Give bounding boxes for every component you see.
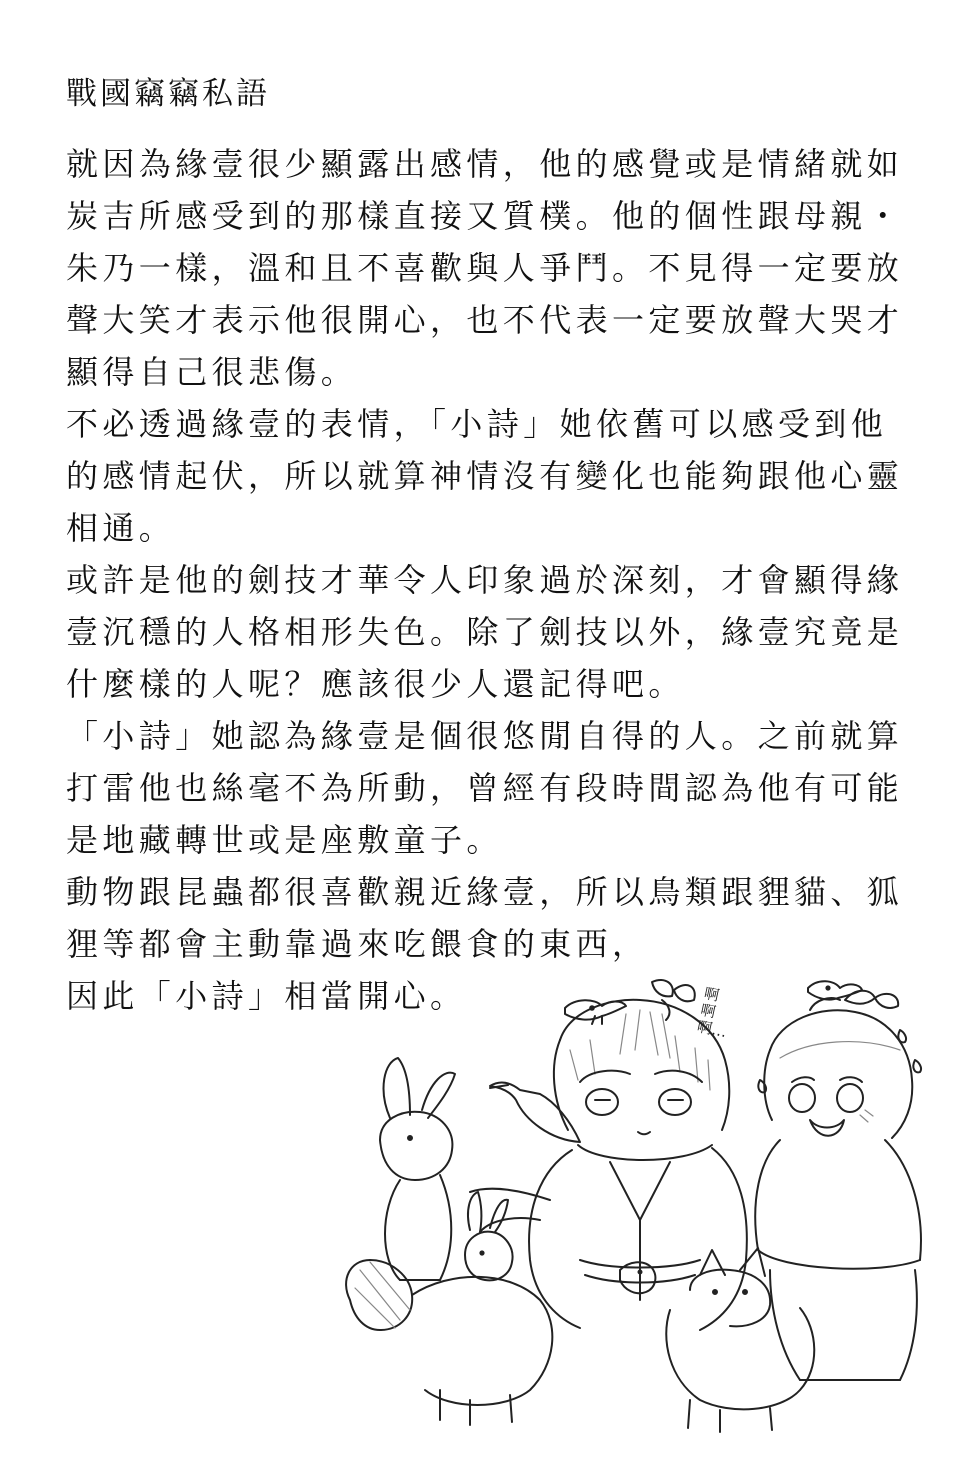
- text-line: 壹沉穩的人格相形失色。除了劍技以外，緣壹究竟是: [66, 613, 904, 651]
- crow-icon: [490, 1083, 580, 1142]
- text-line: 不必透過緣壹的表情，「小詩」她依舊可以感受到他: [66, 405, 888, 443]
- text-line: 狸等都會主動靠過來吃餵食的東西，: [66, 925, 649, 963]
- rabbit-icon: [465, 1192, 513, 1280]
- bird-icon: [808, 981, 862, 999]
- text-line: 就因為緣壹很少顯露出感情，他的感覺或是情緒就如: [66, 145, 904, 183]
- illustration-sketch: [340, 970, 940, 1440]
- text-line: 顯得自己很悲傷。: [66, 353, 358, 391]
- text-line: 是地藏轉世或是座敷童子。: [66, 821, 503, 859]
- rabbit-icon: [380, 1058, 455, 1280]
- sweat-drop-icon: [758, 1030, 921, 1092]
- tanuki-icon: [346, 1260, 552, 1425]
- boy-figure: [470, 1000, 747, 1330]
- text-line: 朱乃一樣，溫和且不喜歡與人爭鬥。不見得一定要放: [66, 249, 904, 287]
- text-line: 因此「小詩」相當開心。: [66, 977, 467, 1015]
- text-line: 聲大笑才表示他很開心，也不代表一定要放聲大哭才: [66, 301, 904, 339]
- footer-watermark: [280, 1459, 700, 1467]
- text-line: 動物跟昆蟲都很喜歡親近緣壹，所以鳥類跟貍貓、狐: [66, 873, 904, 911]
- text-line: 「小詩」她認為緣壹是個很悠閒自得的人。之前就算: [66, 717, 904, 755]
- page-title: 戰國竊竊私語: [66, 76, 270, 112]
- sketch-drawing: [340, 970, 940, 1440]
- text-line: 打雷他也絲毫不為所動，曾經有段時間認為他有可能: [66, 769, 904, 807]
- text-line: 什麼樣的人呢？應該很少人還記得吧。: [66, 665, 685, 703]
- text-line: 或許是他的劍技才華令人印象過於深刻，才會顯得緣: [66, 561, 904, 599]
- body-text: [66, 138, 926, 1022]
- fox-icon: [666, 1248, 814, 1432]
- text-line: 炭吉所感受到的那樣直接又質樸。他的個性跟母親・: [66, 197, 904, 235]
- sound-effect-text: 啊啊啊…: [695, 984, 729, 1042]
- text-line: 相通。: [66, 509, 176, 547]
- text-line: 的感情起伏，所以就算神情沒有變化也能夠跟他心靈: [66, 457, 904, 495]
- girl-figure: [755, 991, 921, 1380]
